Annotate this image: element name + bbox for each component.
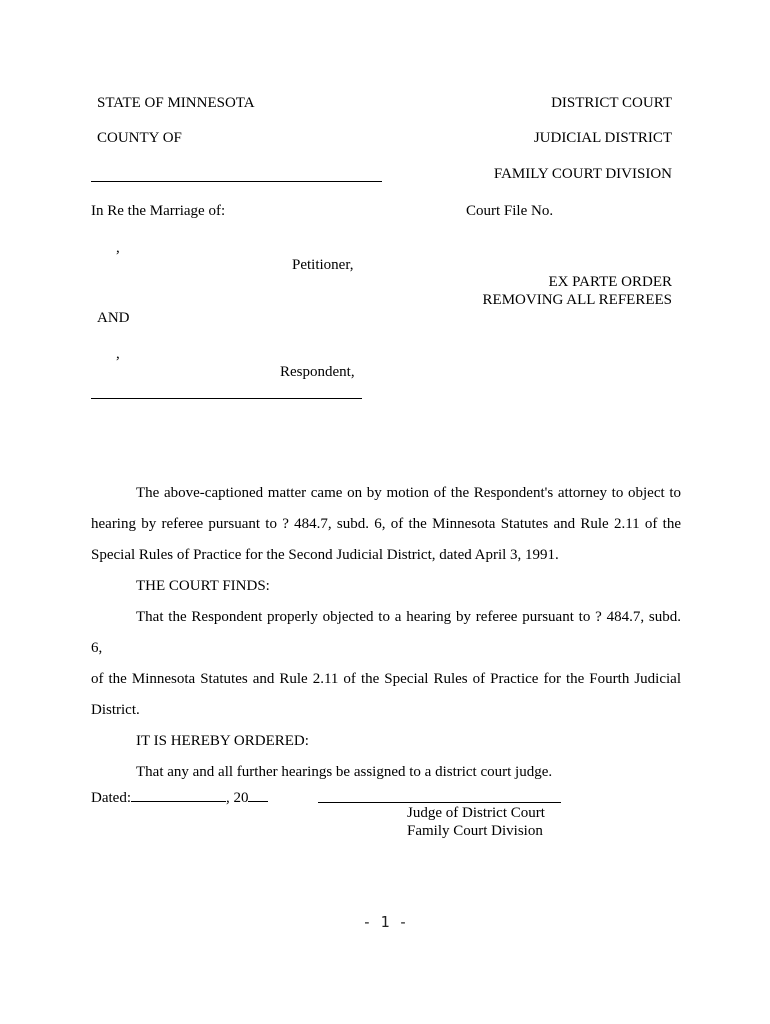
judge-division: Family Court Division [407, 823, 543, 839]
findings-heading: THE COURT FINDS: [136, 578, 270, 594]
order-title-line-1: EX PARTE ORDER [548, 274, 672, 290]
in-re-label: In Re the Marriage of: [91, 203, 226, 219]
court-file-label: Court File No. [466, 203, 554, 219]
respondent-label: Respondent, [280, 364, 355, 380]
date-blank [131, 787, 226, 802]
ordered-heading: IT IS HEREBY ORDERED: [136, 733, 309, 749]
motion-paragraph-line-2: hearing by referee pursuant to ? 484.7, subd. 6, of the Minnesota Statutes and Rule 2.11 of the [91, 516, 681, 532]
and-separator: AND [97, 310, 130, 326]
page-number: - 1 - [362, 913, 408, 931]
judge-signature-line [318, 802, 561, 803]
findings-paragraph-line-2: of the Minnesota Statutes and Rule 2.11 of the Special Rules of Practice for the Fourth Judicial [91, 671, 681, 687]
findings-paragraph-line-3: District. [91, 702, 140, 718]
year-prefix: , 20 [225, 790, 249, 806]
motion-paragraph-line-1: The above-captioned matter came on by motion of the Respondent's attorney to object to [136, 485, 681, 501]
county-label: COUNTY OF [97, 130, 182, 146]
year-blank [248, 787, 268, 802]
judicial-district: JUDICIAL DISTRICT [533, 130, 672, 146]
dated-label: Dated: [91, 790, 131, 806]
court-name: DISTRICT COURT [551, 95, 672, 111]
motion-paragraph-line-3: Special Rules of Practice for the Second Judicial District, dated April 3, 1991. [91, 547, 559, 563]
state-name: STATE OF MINNESOTA [97, 95, 255, 111]
findings-paragraph-line-1: That the Respondent properly objected to a hearing by referee pursuant to ? 484.7, subd. 6, [91, 609, 681, 656]
dated-line [91, 787, 268, 807]
order-paragraph: That any and all further hearings be assigned to a district court judge. [136, 764, 553, 780]
order-title-line-2: REMOVING ALL REFEREES [482, 292, 672, 308]
petitioner-label: Petitioner, [292, 257, 354, 273]
judge-title: Judge of District Court [407, 805, 545, 821]
respondent-name-comma: , [116, 346, 120, 362]
caption-bottom-rule [91, 398, 362, 399]
petitioner-name-comma: , [116, 240, 120, 256]
court-division: FAMILY COURT DIVISION [493, 166, 672, 182]
caption-top-rule [91, 181, 382, 182]
order-body [91, 478, 681, 788]
